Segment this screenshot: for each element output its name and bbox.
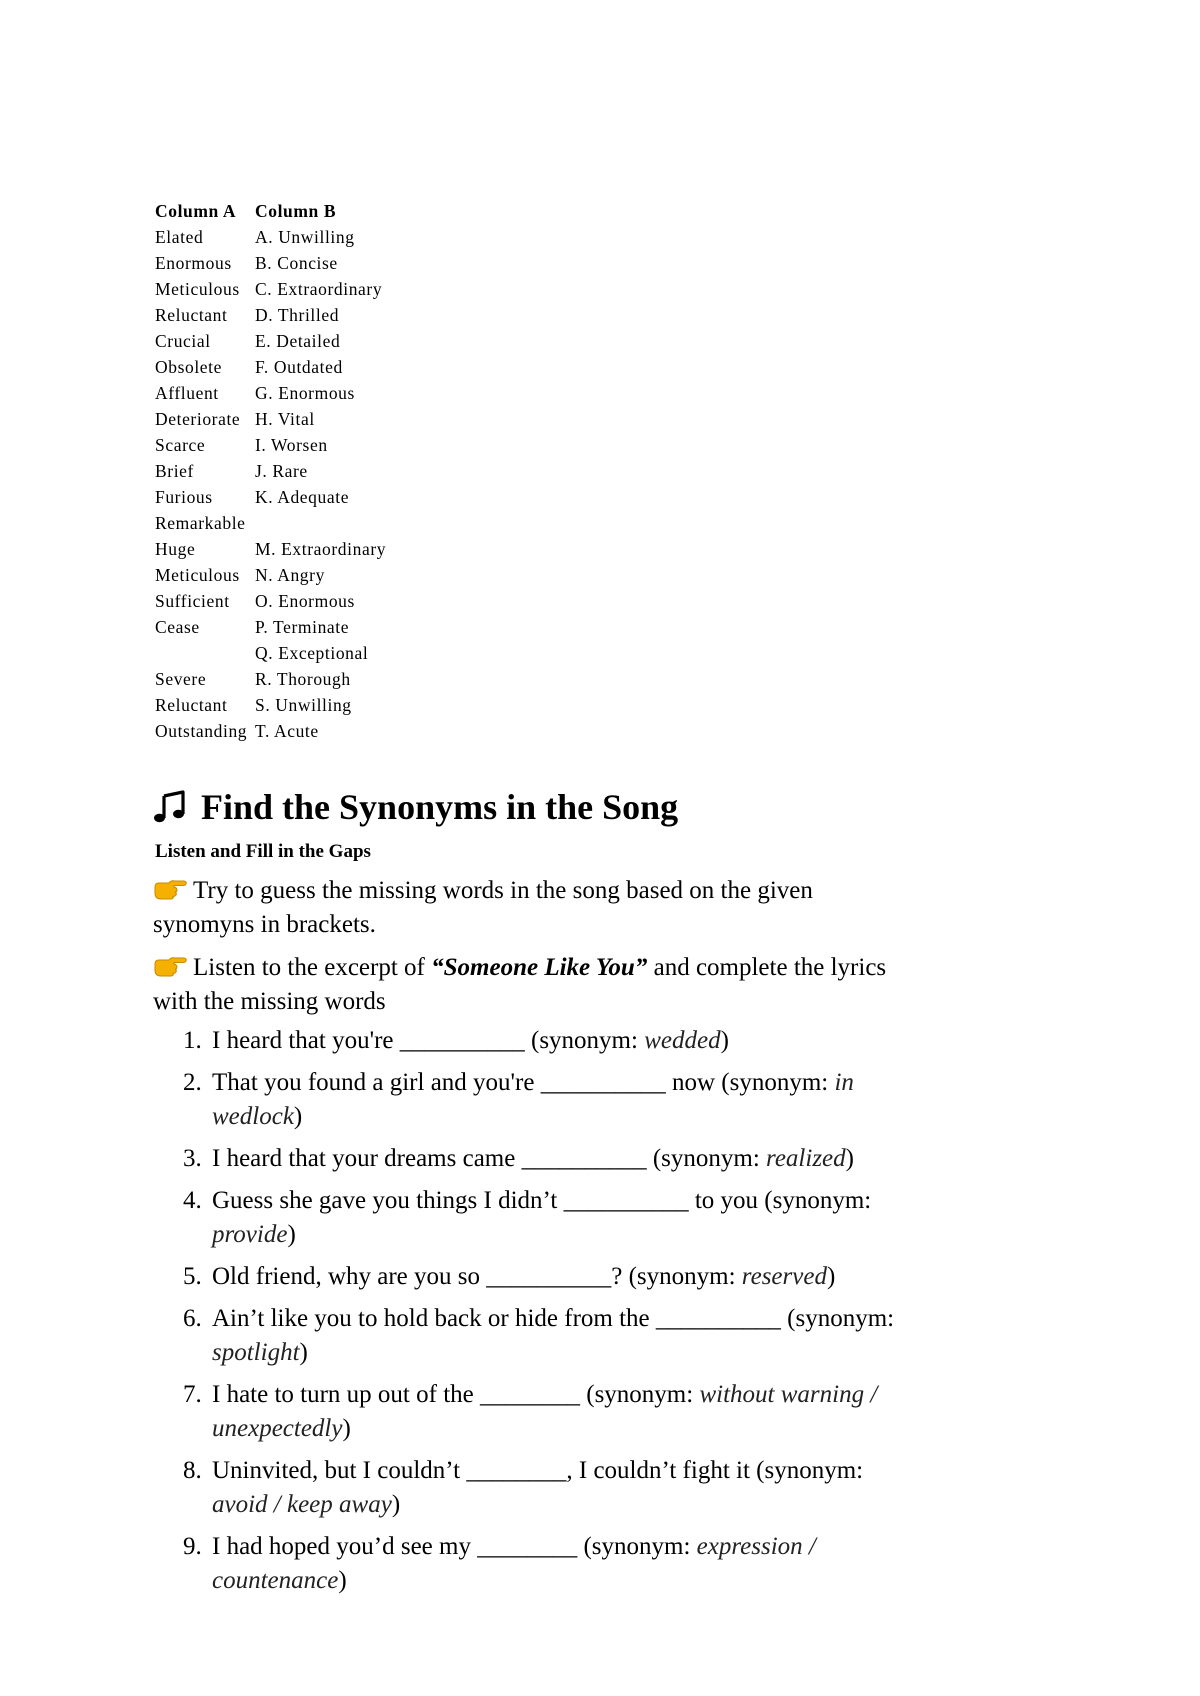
table-row (155, 224, 405, 250)
synonym-hint: realized (766, 1145, 846, 1172)
instruction-guess-text: Try to guess the missing words in the song based on the given synomyns in brackets. (153, 877, 813, 938)
column-a-cell: Huge (155, 539, 196, 559)
list-item (153, 1142, 913, 1176)
column-a-cell: Scarce (155, 435, 206, 455)
lyric-text: Ain’t like you to hold back or hide from the __________ (synonym: (212, 1305, 895, 1332)
item-number: 9. (183, 1533, 202, 1560)
synonym-hint: provide (212, 1221, 288, 1248)
closing-bracket: ) (293, 1103, 303, 1130)
column-b-cell: K. Adequate (255, 487, 350, 507)
column-b-cell: H. Vital (255, 409, 315, 429)
table-row (155, 536, 405, 562)
column-b-cell: S. Unwilling (255, 695, 352, 715)
song-title: “Someone Like You” (431, 954, 648, 981)
music-note-icon (153, 790, 187, 824)
table-row (155, 354, 405, 380)
synonym-hint: in wedlock (212, 1069, 854, 1130)
column-a-cell: Crucial (155, 331, 211, 351)
closing-bracket: ) (720, 1027, 729, 1054)
list-item (153, 1302, 913, 1370)
column-b-cell (255, 510, 405, 536)
column-b-cell: O. Enormous (255, 591, 355, 611)
column-a-cell: Brief (155, 461, 194, 481)
item-number: 5. (183, 1263, 202, 1290)
item-number: 6. (183, 1305, 202, 1332)
column-a-cell: Elated (155, 227, 204, 247)
table-row (155, 718, 405, 744)
column-b-cell: J. Rare (255, 461, 308, 481)
pointing-hand-icon (153, 878, 187, 900)
instruction-listen (153, 951, 913, 1019)
lyric-text: I had hoped you’d see my ________ (synonym: (212, 1533, 697, 1560)
item-number: 7. (183, 1381, 202, 1408)
table-header-row (155, 198, 405, 224)
column-b-cell: P. Terminate (255, 617, 350, 637)
column-b-cell: Q. Exceptional (255, 643, 369, 663)
column-a-cell: Remarkable (155, 513, 246, 533)
table-row (155, 250, 405, 276)
list-item (153, 1260, 913, 1294)
list-item (153, 1184, 913, 1252)
column-a-cell: Cease (155, 617, 200, 637)
section-subtitle: Listen and Fill in the Gaps (155, 841, 371, 862)
column-a-cell: Severe (155, 669, 207, 689)
synonym-hint: without warning / unexpectedly (212, 1381, 878, 1442)
column-b-cell: R. Thorough (255, 669, 351, 689)
closing-bracket: ) (338, 1567, 347, 1594)
closing-bracket: ) (391, 1491, 401, 1518)
column-a-cell: Meticulous (155, 565, 240, 585)
closing-bracket: ) (287, 1221, 296, 1248)
table-row (155, 614, 405, 640)
synonym-hint: expression / countenance (212, 1533, 816, 1594)
lyric-text: Guess she gave you things I didn’t __________ to you (synonym: (212, 1187, 872, 1214)
table-row (155, 406, 405, 432)
column-b-cell: D. Thrilled (255, 305, 340, 325)
lyric-text: I hate to turn up out of the ________ (synonym: (212, 1381, 700, 1408)
closing-bracket: ) (342, 1415, 351, 1442)
item-number: 4. (183, 1187, 202, 1214)
synonym-hint: wedded (644, 1027, 721, 1054)
column-b-cell: E. Detailed (255, 331, 341, 351)
column-b-cell: B. Concise (255, 253, 338, 273)
item-number: 3. (183, 1145, 202, 1172)
table-row (155, 328, 405, 354)
closing-bracket: ) (299, 1339, 308, 1366)
column-b-cell: A. Unwilling (255, 227, 355, 247)
column-b-cell: C. Extraordinary (255, 279, 383, 299)
table-row (155, 458, 405, 484)
item-number: 2. (183, 1069, 202, 1096)
column-a-cell: Meticulous (155, 279, 240, 299)
list-item (153, 1530, 913, 1598)
table-row (155, 692, 405, 718)
table-row (155, 510, 405, 536)
closing-bracket: ) (826, 1263, 836, 1290)
list-item (153, 1066, 913, 1134)
table-row (155, 276, 405, 302)
column-a-cell: Furious (155, 487, 213, 507)
instruction-listen-pre: Listen to the excerpt of (193, 954, 432, 981)
synonym-matching-table (155, 198, 405, 744)
lyric-text: Old friend, why are you so __________? (synonym: (212, 1263, 742, 1290)
column-a-cell: Outstanding (155, 721, 248, 741)
column-b-cell: T. Acute (255, 721, 319, 741)
table-row (155, 302, 405, 328)
section-title (153, 785, 678, 829)
instruction-listen-post: and complete the lyrics with the missing words (153, 954, 887, 1015)
column-b-cell: I. Worsen (255, 435, 328, 455)
column-b-cell: G. Enormous (255, 383, 355, 403)
column-a-cell: Enormous (155, 253, 232, 273)
column-a-cell: Affluent (155, 383, 219, 403)
column-b-cell: N. Angry (255, 565, 325, 585)
list-item (153, 1454, 913, 1522)
column-b-header: Column B (255, 201, 337, 221)
table-row (155, 588, 405, 614)
table-row (155, 484, 405, 510)
list-item (153, 1024, 913, 1058)
column-a-cell: Deteriorate (155, 409, 241, 429)
column-a-cell: Obsolete (155, 357, 223, 377)
section-title-text: Find the Synonyms in the Song (201, 787, 679, 827)
lyric-text: Uninvited, but I couldn’t ________, I couldn’t fight it (synonym: (212, 1457, 864, 1484)
lyric-text: I heard that your dreams came __________ (synonym: (212, 1145, 767, 1172)
column-a-cell: Sufficient (155, 591, 230, 611)
lyric-text: I heard that you're __________ (synonym: (212, 1027, 645, 1054)
synonym-hint: avoid / keep away (212, 1491, 392, 1518)
pointing-hand-icon (153, 955, 187, 977)
column-a-header: Column A (155, 201, 237, 221)
synonym-hint: reserved (741, 1263, 827, 1290)
item-number: 1. (183, 1027, 202, 1054)
lyric-text: That you found a girl and you're __________ now (synonym: (212, 1069, 835, 1096)
item-number: 8. (183, 1457, 202, 1484)
list-item (153, 1378, 913, 1446)
column-b-cell: M. Extraordinary (255, 539, 387, 559)
column-a-cell: Reluctant (155, 305, 228, 325)
closing-bracket: ) (845, 1145, 854, 1172)
table-row (155, 562, 405, 588)
table-row (155, 432, 405, 458)
lyrics-list (153, 1024, 913, 1606)
table-row (155, 666, 405, 692)
column-a-cell: Reluctant (155, 695, 228, 715)
table-row (155, 640, 405, 666)
synonym-hint: spotlight (212, 1339, 300, 1366)
column-a-cell (155, 640, 255, 666)
instruction-guess (153, 874, 913, 942)
column-b-cell: F. Outdated (255, 357, 343, 377)
table-row (155, 380, 405, 406)
